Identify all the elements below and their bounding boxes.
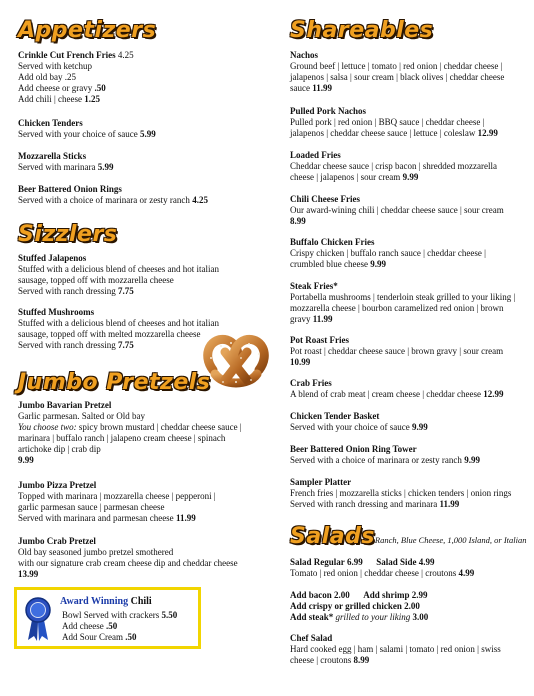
award-line-price: .50 <box>125 632 137 642</box>
item-description: garlic parmesan sauce | parmesan cheese <box>18 502 165 512</box>
item-price: 5.99 <box>139 129 156 139</box>
addon-price: 2.99 <box>411 590 428 600</box>
award-line-bowl <box>62 610 177 620</box>
award-line-label: Add cheese <box>62 621 104 631</box>
item-description: cheese | jalapenos | sour cream <box>290 172 401 182</box>
addon-label: Add chili | cheese <box>18 94 83 104</box>
item-name: Jumbo Bavarian Pretzel <box>18 400 112 410</box>
item-description: Pot roast | cheddar cheese sauce | brown gravy | sour cream <box>290 346 504 356</box>
item-name: Beer Battered Onion Rings <box>18 184 122 194</box>
item-price: 12.99 <box>477 128 498 138</box>
addon-note: grilled to your liking <box>333 612 411 622</box>
item-description: Topped with marinara | mozzarella cheese | pepperoni | <box>18 491 216 501</box>
item-name: Sampler Platter <box>290 477 352 487</box>
addon-label: Add cheese or gravy <box>18 83 93 93</box>
menu-item-crab-fries <box>290 378 504 400</box>
item-description: Garlic parmesan. Salted or Old bay <box>18 411 145 421</box>
menu-item-bavarian-pretzel <box>18 400 242 466</box>
item-price: 11.99 <box>312 314 333 324</box>
item-description: Served with your choice of sauce <box>18 129 138 139</box>
addon-label: Add bacon <box>290 590 332 600</box>
item-name: Chicken Tender Basket <box>290 411 380 421</box>
item-price: 12.99 <box>483 389 504 399</box>
sizzlers-heading: Sizzlers <box>18 222 118 247</box>
item-price: 9.99 <box>370 259 386 269</box>
item-description: Crispy chicken | buffalo ranch sauce | cheddar cheese | <box>290 248 486 258</box>
item-name: Jumbo Pizza Pretzel <box>18 480 97 490</box>
item-description: Served with a choice of marinara or zesty ranch <box>18 195 190 205</box>
addon-price: 2.00 <box>404 601 420 611</box>
item-description: gravy <box>290 314 311 324</box>
item-description: Served with your choice of sauce <box>290 422 410 432</box>
item-description: Hard cooked egg | ham | salami | tomato | red onion | swiss <box>290 644 501 654</box>
item-description: with our signature crab cream cheese dip and cheddar cheese <box>18 558 238 568</box>
item-description: Served with ranch dressing and marinara <box>290 499 438 509</box>
item-price: 5.99 <box>97 162 114 172</box>
menu-item-chicken-tenders <box>18 118 156 140</box>
item-description: Served with ranch dressing <box>18 286 116 296</box>
item-name: Buffalo Chicken Fries <box>290 237 375 247</box>
item-description: Stuffed with a delicious blend of cheeses and hot italian <box>18 318 220 328</box>
award-line-label: Add Sour Cream <box>62 632 123 642</box>
item-price: 4.99 <box>418 557 435 567</box>
item-description: Served with marinara and parmesan cheese <box>18 513 174 523</box>
menu-item-nachos <box>290 50 504 94</box>
appetizers-heading: Appetizers <box>18 18 157 43</box>
item-description: Old bay seasoned jumbo pretzel smothered <box>18 547 174 557</box>
item-description: crumbled blue cheese <box>290 259 368 269</box>
item-description: Served with ranch dressing <box>18 340 116 350</box>
award-winning-chili-box <box>14 587 201 649</box>
item-name: Stuffed Mushrooms <box>18 307 95 317</box>
award-line-price: .50 <box>105 621 118 631</box>
item-name: Nachos <box>290 50 319 60</box>
addon-price: 1.25 <box>84 94 101 104</box>
item-description: Portabella mushrooms | tenderloin steak grilled to your liking | <box>290 292 516 302</box>
item-description: Served with marinara <box>18 162 96 172</box>
item-description: sausage, topped off with mozzarella cheese <box>18 275 174 285</box>
blue-ribbon-icon <box>24 596 52 642</box>
item-name: Jumbo Crab Pretzel <box>18 536 96 546</box>
item-description: jalapenos | salsa | sour cream | black olives | cheddar cheese <box>290 72 505 82</box>
item-name: Pot Roast Fries <box>290 335 349 345</box>
item-price: 10.99 <box>290 357 311 367</box>
menu-item-loaded-fries <box>290 150 497 183</box>
item-name: Loaded Fries <box>290 150 341 160</box>
salads-heading <box>290 524 526 549</box>
item-description: Stuffed with a delicious blend of cheeses and hot italian <box>18 264 220 274</box>
item-description: Our award-wining chili | cheddar cheese sauce | sour cream <box>290 205 504 215</box>
addon-price: 2.00 <box>334 590 350 600</box>
menu-item-mozzarella-sticks <box>18 151 113 173</box>
item-description: jalapenos | cheddar cheese sauce | lettuce | coleslaw <box>290 128 476 138</box>
item-price: 11.99 <box>175 513 196 523</box>
item-description: artichoke dip | crab dip <box>18 444 101 454</box>
item-description: marinara | buffalo ranch | jalapeno cream cheese | spinach <box>18 433 226 443</box>
item-name: Salad Regular <box>290 557 345 567</box>
item-description: A blend of crab meat | cream cheese | cheddar cheese <box>290 389 481 399</box>
award-line-label: Bowl Served with crackers <box>62 610 160 620</box>
item-description: Served with ketchup <box>18 61 92 71</box>
menu-item-pot-roast-fries <box>290 335 503 368</box>
item-name: Chef Salad <box>290 633 333 643</box>
addon-price: .25 <box>64 72 76 82</box>
award-title <box>60 596 152 607</box>
addon-label: Add shrimp <box>363 590 410 600</box>
menu-item-chili-cheese-fries <box>290 194 504 227</box>
menu-item-crinkle-fries <box>18 50 134 105</box>
choose-label: You choose two: <box>18 422 77 432</box>
addon-price: .50 <box>94 83 106 93</box>
item-description: spicy brown mustard | cheddar cheese sauce | <box>76 422 242 432</box>
item-description: French fries | mozzarella sticks | chicken tenders | onion rings <box>290 488 512 498</box>
item-name: Chicken Tenders <box>18 118 83 128</box>
item-price: 4.25 <box>117 50 134 60</box>
item-price: 8.99 <box>290 216 306 226</box>
addon-price: 3.00 <box>412 612 429 622</box>
item-description: Served with a choice of marinara or zesty ranch <box>290 455 462 465</box>
item-description: Tomato | red onion | cheddar cheese | croutons <box>290 568 457 578</box>
item-name: Crab Fries <box>290 378 332 388</box>
item-name: Stuffed Jalapenos <box>18 253 87 263</box>
item-price: 6.99 <box>347 557 363 567</box>
menu-item-chicken-tender-basket <box>290 411 428 433</box>
award-line-price: 5.50 <box>161 610 178 620</box>
item-name: Salad Side <box>376 557 417 567</box>
menu-item-pulled-pork-nachos <box>290 106 498 139</box>
item-price: 13.99 <box>18 569 39 579</box>
item-description: Cheddar cheese sauce | crisp bacon | shredded mozzarella <box>290 161 498 171</box>
award-title-blue: Award Winning <box>60 596 129 607</box>
item-description: Pulled pork | red onion | BBQ sauce | cheddar cheese | <box>290 117 485 127</box>
item-price: 4.99 <box>458 568 475 578</box>
shareables-heading: Shareables <box>290 18 434 43</box>
addon-label: Add steak* <box>290 612 334 622</box>
award-line-cheese <box>62 621 117 631</box>
menu-item-stuffed-jalapenos <box>18 253 219 297</box>
jumbo-pretzels-heading: Jumbo Pretzels <box>18 370 211 395</box>
item-description: sauce <box>290 83 310 93</box>
item-price: 9.99 <box>464 455 480 465</box>
menu-item-salad <box>290 557 474 579</box>
item-price: 11.99 <box>312 83 333 93</box>
item-name: Crinkle Cut French Fries <box>18 50 116 60</box>
salads-title: Salads <box>290 524 375 549</box>
menu-item-onion-rings <box>18 184 208 206</box>
item-price: 8.99 <box>353 655 370 665</box>
addon-label: Add crispy or grilled chicken <box>290 601 402 611</box>
item-price: 7.75 <box>117 340 134 350</box>
item-name: Beer Battered Onion Ring Tower <box>290 444 417 454</box>
item-description: mozzarella cheese | bourbon caramelized red onion | brown <box>290 303 504 313</box>
menu-item-sampler-platter <box>290 477 511 510</box>
menu-item-crab-pretzel <box>18 536 238 580</box>
item-name: Chili Cheese Fries <box>290 194 360 204</box>
item-description: Ground beef | lettuce | tomato | red onion | cheddar cheese | <box>290 61 503 71</box>
award-line-sour-cream <box>62 632 137 642</box>
item-name: Pulled Pork Nachos <box>290 106 367 116</box>
menu-item-chef-salad <box>290 633 501 666</box>
award-title-chili: Chili <box>128 596 152 607</box>
item-price: 4.25 <box>192 195 208 205</box>
addon-label: Add old bay <box>18 72 63 82</box>
item-price: 11.99 <box>439 499 460 509</box>
menu-item-buffalo-chicken-fries <box>290 237 486 270</box>
item-name: Mozzarella Sticks <box>18 151 87 161</box>
item-price: 7.75 <box>117 286 134 296</box>
salad-addons <box>290 590 428 623</box>
item-name: Steak Fries* <box>290 281 338 291</box>
item-price: 9.99 <box>18 455 34 465</box>
menu-item-onion-ring-tower <box>290 444 480 466</box>
item-price: 9.99 <box>411 422 428 432</box>
menu-item-stuffed-mushrooms <box>18 307 219 351</box>
item-description: sausage, topped off with melted mozzarella cheese <box>18 329 201 339</box>
menu-item-steak-fries <box>290 281 515 325</box>
pretzel-icon <box>201 330 271 392</box>
item-price: 9.99 <box>402 172 419 182</box>
menu-item-pizza-pretzel <box>18 480 216 524</box>
salads-dressing-note: Ranch, Blue Cheese, 1,000 Island, or Italian <box>374 535 527 545</box>
item-description: cheese | croutons <box>290 655 352 665</box>
